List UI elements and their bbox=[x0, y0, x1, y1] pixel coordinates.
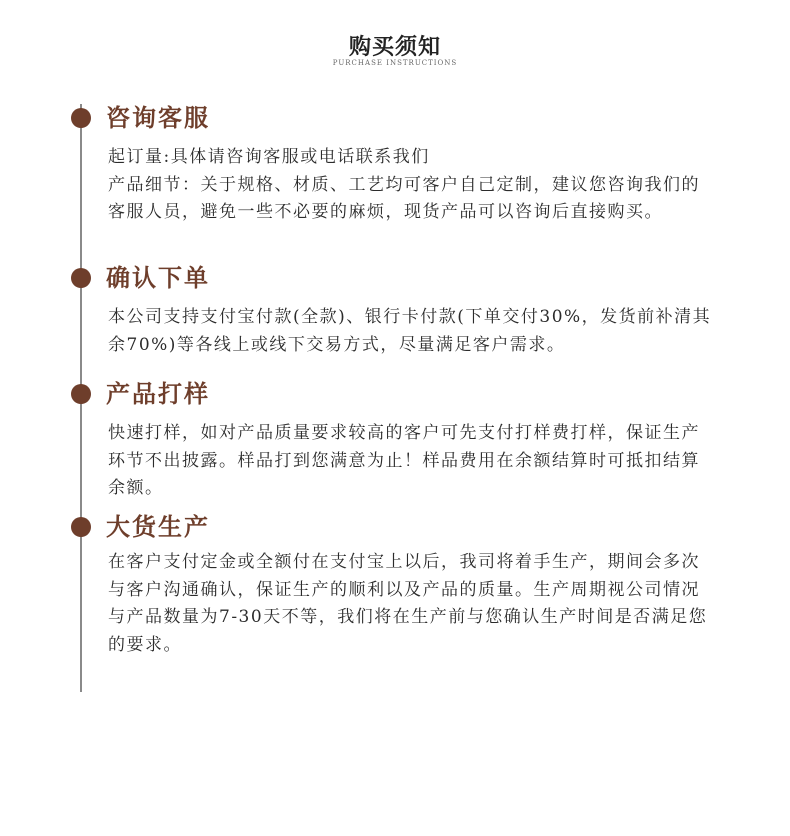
page-subtitle: PURCHASE INSTRUCTIONS bbox=[332, 59, 458, 67]
section-paragraph: 起订量:具体请咨询客服或电话联系我们 bbox=[108, 147, 430, 167]
page-title: 购买须知 bbox=[348, 34, 441, 60]
section-paragraph: 在客户支付定金或全额付在支付宝上以后，我司将着手生产，期间会多次与客户沟通确认，保证生产的顺利以及产品的质量。生产周期视公司情况与产品数量为7-30天不等，我们将在生产前与您确认生产时间是否满足您的要求。 bbox=[108, 552, 708, 655]
section-title: 咨询客服 bbox=[106, 103, 210, 132]
timeline-dot bbox=[71, 384, 91, 404]
section-body bbox=[108, 549, 718, 659]
section-paragraph: 本公司支持支付宝付款(全款)、银行卡付款(下单交付30%，发货前补清其余70%)等各线上或线下交易方式，尽量满足客户需求。 bbox=[108, 307, 712, 355]
section-title: 产品打样 bbox=[106, 379, 210, 408]
timeline-dot bbox=[71, 517, 91, 537]
section-body bbox=[108, 304, 718, 359]
timeline-dot bbox=[71, 108, 91, 128]
section-title: 确认下单 bbox=[106, 263, 210, 292]
section-paragraph: 产品细节：关于规格、材质、工艺均可客户自己定制，建议您咨询我们的客服人员，避免一些不必要的麻烦，现货产品可以咨询后直接购买。 bbox=[108, 174, 700, 222]
section-paragraph: 快速打样，如对产品质量要求较高的客户可先支付打样费打样，保证生产环节不出披露。样品打到您满意为止！样品费用在余额结算时可抵扣结算余额。 bbox=[108, 423, 700, 498]
section-title: 大货生产 bbox=[106, 512, 210, 541]
section-body bbox=[108, 144, 718, 227]
timeline-dot bbox=[71, 268, 91, 288]
section-body bbox=[108, 420, 718, 503]
